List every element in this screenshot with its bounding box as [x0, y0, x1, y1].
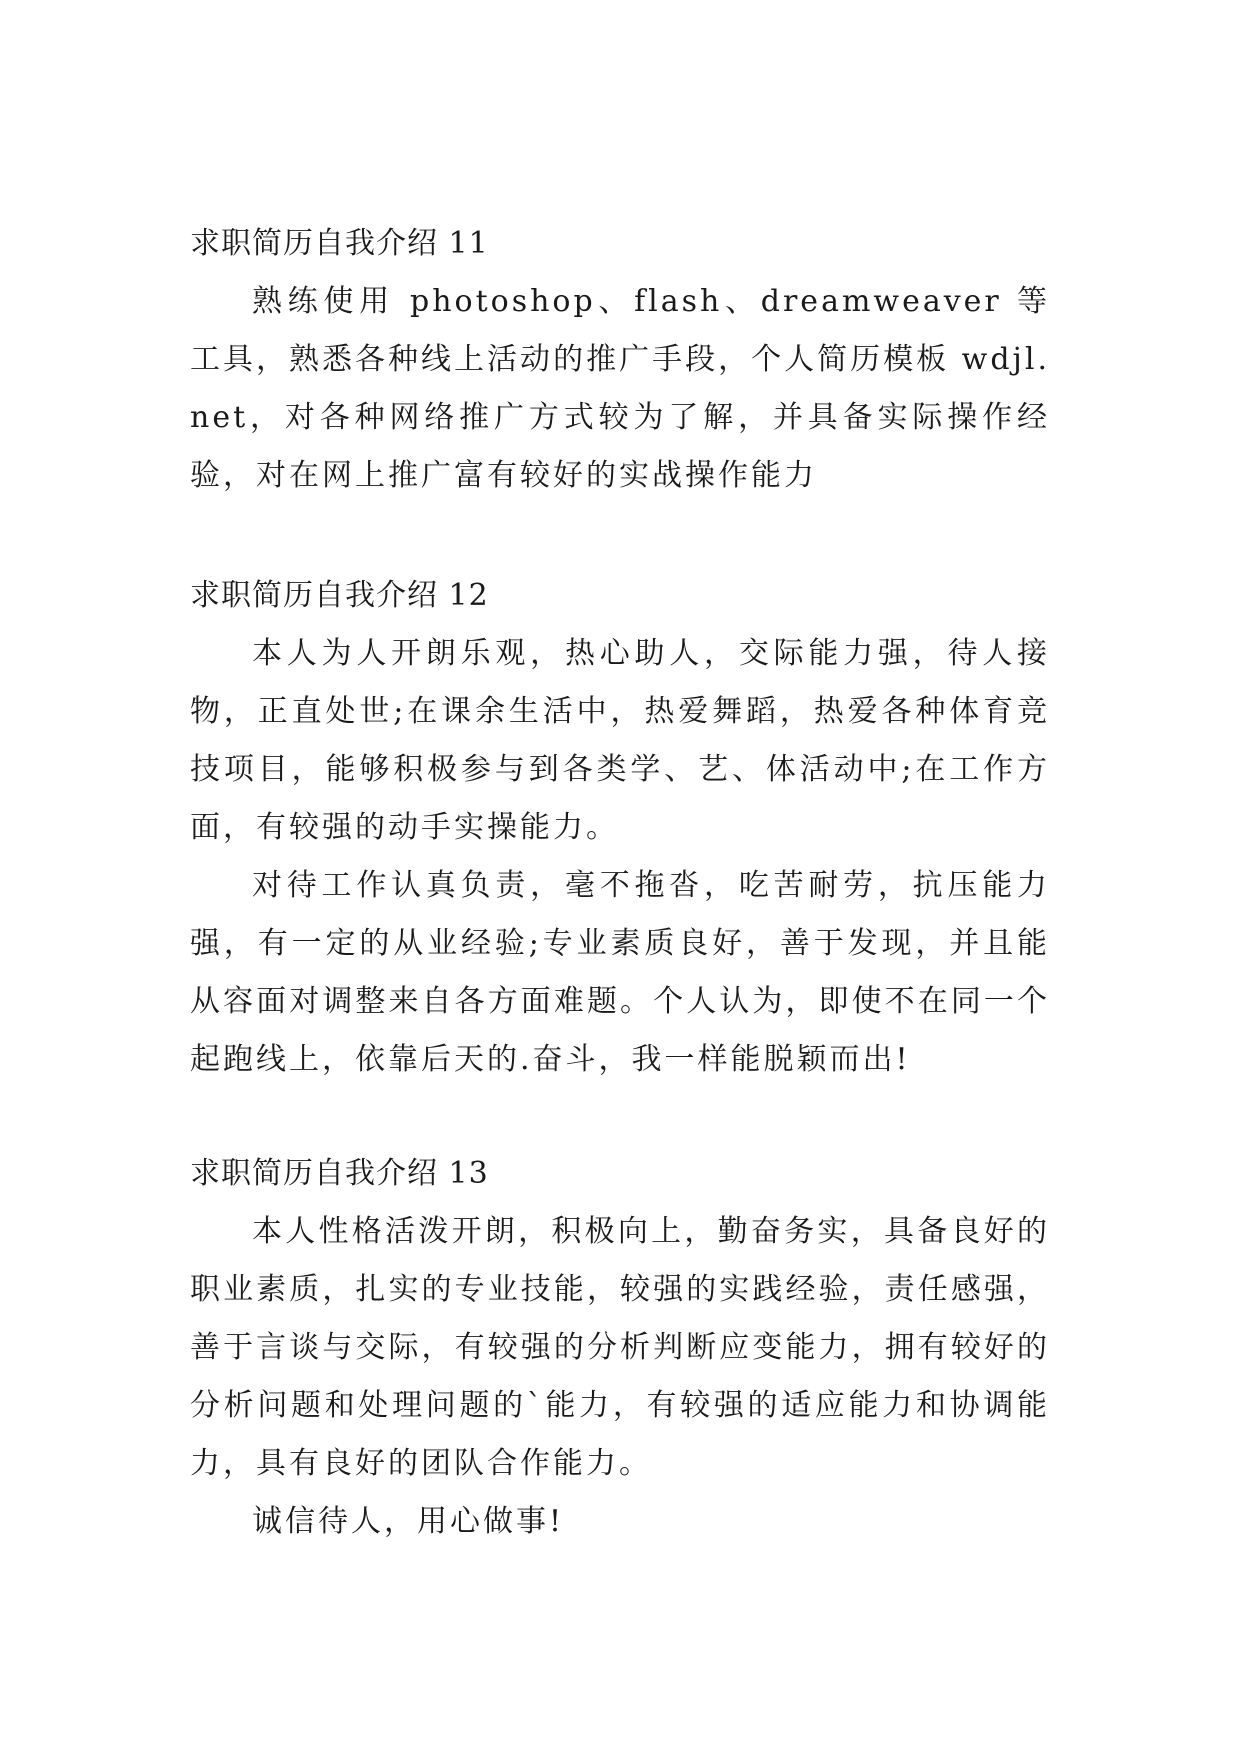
section-heading: 求职简历自我介绍 13: [190, 1156, 489, 1191]
paragraph: 本人为人开朗乐观，热心助人，交际能力强，待人接物，正直处世;在课余生活中，热爱舞蹈，热爱各种体育竞技项目，能够积极参与到各类学、艺、体活动中;在工作方面，有较强的动手实操能力。: [190, 636, 1050, 845]
section-heading: 求职简历自我介绍 11: [190, 226, 489, 261]
section-intro-13: [190, 1145, 1050, 1551]
section-intro-12: [190, 567, 1050, 1089]
section-heading: 求职简历自我介绍 12: [190, 578, 489, 613]
section-intro-11: [190, 215, 1050, 505]
paragraph: 本人性格活泼开朗，积极向上，勤奋务实，具备良好的职业素质，扎实的专业技能，较强的实践经验，责任感强，善于言谈与交际，有较强的分析判断应变能力，拥有较好的分析问题和处理问题的`能力，有较强的适应能力和协调能力，具有良好的团队合作能力。: [190, 1214, 1050, 1481]
paragraph: 对待工作认真负责，毫不拖沓，吃苦耐劳，抗压能力强，有一定的从业经验;专业素质良好，善于发现，并且能从容面对调整来自各方面难题。个人认为，即使不在同一个起跑线上，依靠后天的.奋斗，我一样能脱颖而出!: [190, 868, 1050, 1077]
paragraph: 诚信待人，用心做事!: [252, 1504, 565, 1539]
document-body: [190, 215, 1050, 1607]
paragraph: 熟练使用 photoshop、flash、dreamweaver 等工具，熟悉各种线上活动的推广手段，个人简历模板 wdjl.net，对各种网络推广方式较为了解，并具备实际操作经验，对在网上推广富有较好的实战操作能力: [190, 284, 1050, 493]
